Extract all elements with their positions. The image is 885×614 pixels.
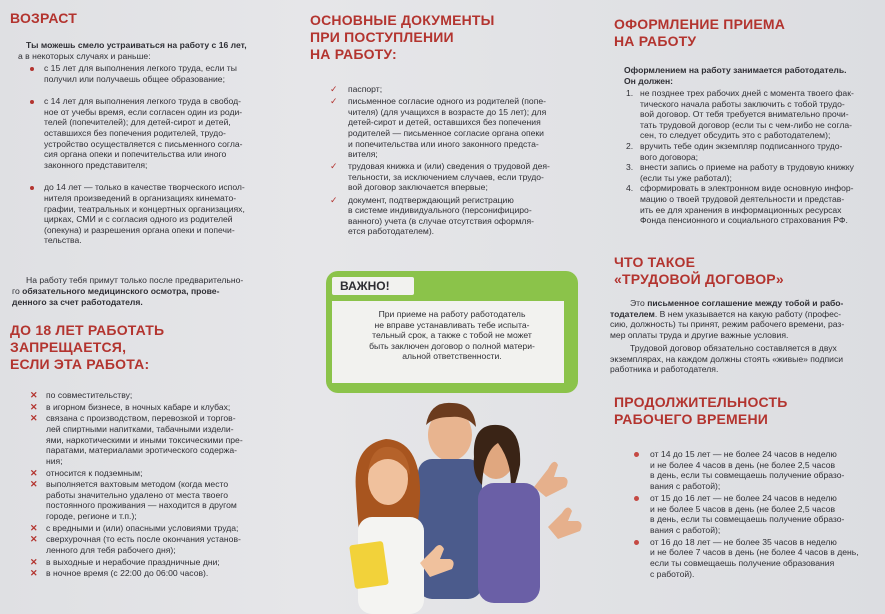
forbidden-title: ДО 18 ЛЕТ РАБОТАТЬ ЗАПРЕЩАЕТСЯ, ЕСЛИ ЭТА РАБОТА:: [10, 322, 165, 372]
important-line: тельный срок, а также с тобой не может: [372, 330, 532, 341]
contract-line: мер оплаты труда и другие важные условия.: [610, 329, 789, 340]
medical-line-1: На работу тебя примут только после предварительно-: [26, 275, 244, 285]
hours-item-line: от 15 до 16 лет — не более 24 часов в неделю: [650, 492, 837, 503]
cross-icon: ✕: [30, 413, 38, 424]
hiring-item-line: тического начала работы заключить с тобой трудо-: [640, 98, 845, 109]
forbidden-item-line: связана с производством, перевозкой и торгов-: [46, 413, 236, 424]
forbidden-item-line: постоянного проживания — находится в другом: [46, 500, 237, 511]
document-item-line: тельности, за исключением случаев, если трудо-: [348, 171, 544, 182]
hiring-item-line: вой договор. От тебя требуется внимательно прочи-: [640, 109, 849, 120]
hours-item-line: с работой).: [650, 568, 695, 579]
important-title: ВАЖНО!: [340, 279, 390, 293]
document-item-line: в системе индивидуального (персонифициро-: [348, 205, 532, 216]
hours-item-line: от 16 до 18 лет — не более 35 часов в неделю: [650, 536, 837, 547]
forbidden-item-line: в игорном бизнесе, в ночных кабаре и клубах;: [46, 401, 231, 412]
forbidden-item-line: ленного для тебя рабочего дня);: [46, 545, 176, 555]
document-item-line: ванного) учета (в случае отсутствия оформля-: [348, 215, 534, 226]
forbidden-item-line: в выходные и нерабочие праздничные дни;: [46, 556, 220, 567]
hiring-item-number: 2.: [626, 141, 634, 151]
contract-line: экземплярах, на каждом должны стоять «живые» подписи: [610, 353, 844, 364]
contract-line: Это письменное соглашение между тобой и рабо-: [630, 298, 844, 308]
forbidden-item-line: по совместительству;: [46, 390, 133, 400]
contract-line: тодателем. В нем указывается на какую работу (профес-: [610, 308, 842, 319]
document-item-line: документ, подтверждающий регистрацию: [348, 194, 514, 205]
hiring-item-line: мацию о твоей трудовой деятельности и представ-: [640, 194, 845, 204]
age-item-line: телей (попечителей); для детей-сирот и детей,: [44, 117, 231, 128]
cross-icon: ✕: [30, 568, 38, 579]
hiring-item-number: 3.: [626, 162, 634, 173]
hiring-item-line: вого договора;: [640, 151, 699, 162]
document-item-line: чителя) (для учащихся в возрасте до 15 лет); для: [348, 106, 547, 117]
important-line: быть заключен договор о полной матери-: [369, 340, 535, 351]
document-item-line: ется работодателем).: [348, 226, 435, 237]
hiring-item-line: Фонда пенсионного и социального страхования РФ.: [640, 215, 848, 226]
hours-item-line: в день, если ты совмещаешь получение образо-: [650, 470, 845, 481]
hiring-item-line: сформировать в электронном виде основную инфор-: [640, 183, 854, 194]
cross-icon: ✕: [30, 522, 38, 533]
forbidden-item-line: относится к подземным;: [46, 467, 143, 478]
forbidden-item-line: работы значительно удалено от места твоего: [46, 489, 228, 500]
document-item-line: родителей — письменное согласие органа опеки: [348, 127, 544, 138]
age-item-line: тельства.: [44, 235, 82, 246]
hours-title: ПРОДОЛЖИТЕЛЬНОСТЬ РАБОЧЕГО ВРЕМЕНИ: [614, 394, 788, 427]
check-icon: ✓: [330, 194, 338, 205]
medical-line-3: денного за счет работодателя.: [12, 297, 143, 307]
hiring-lead-2: Он должен:: [624, 76, 674, 86]
forbidden-item-line: лей спиртными напитками, табачными издели-: [46, 424, 234, 434]
hours-item-line: в день, если ты совмещаешь получение образо-: [650, 514, 845, 525]
hiring-item-number: 1.: [626, 88, 634, 98]
age-item-line: получил или получаешь общее образование;: [44, 73, 225, 84]
age-item-line: с 15 лет для выполнения легкого труда, если ты: [44, 63, 237, 73]
documents-title: ОСНОВНЫЕ ДОКУМЕНТЫ ПРИ ПОСТУПЛЕНИИ НА РАБОТУ:: [310, 12, 495, 62]
medical-line-2: го обязательного медицинского осмотра, прове-: [12, 286, 220, 296]
cross-icon: ✕: [30, 467, 38, 478]
hiring-title: ОФОРМЛЕНИЕ ПРИЕМА НА РАБОТУ: [614, 16, 786, 49]
contract-line: сию, должность) ты принят, режим рабочего времени, раз-: [610, 319, 845, 330]
hiring-item-line: сен, то следует обсудить это с работодателем);: [640, 130, 831, 141]
hiring-item-line: вручить тебе один экземпляр подписанного трудо-: [640, 141, 843, 151]
document-item-line: детей-сирот и детей, оставшихся без попечения: [348, 117, 541, 128]
bullet-icon: [30, 186, 34, 190]
check-icon: ✓: [330, 84, 338, 94]
hiring-item-line: внести запись о приеме на работу в трудовую книжку: [640, 162, 854, 173]
forbidden-item-line: сверхурочная (то есть после окончания установ-: [46, 534, 241, 545]
bullet-icon: [634, 496, 639, 501]
forbidden-item-line: ями, наркотическими и иными токсическими пре-: [46, 434, 243, 445]
hours-item-line: и не более 5 часов в день (не более 2,5 часов: [650, 503, 836, 514]
important-line: При приеме на работу работодатель: [378, 309, 526, 319]
age-intro-1: Ты можешь смело устраиваться на работу с 16 лет,: [26, 40, 247, 50]
hiring-item-number: 4.: [626, 183, 634, 194]
bullet-icon: [634, 540, 639, 545]
important-line: альной ответственности.: [402, 351, 502, 362]
hiring-item-line: ить ее для хранения в информационных ресурсах: [640, 204, 842, 215]
age-item-line: графии, театральных и концертных организациях,: [44, 203, 245, 214]
hours-item-line: и не более 4 часов в день (не более 2,5 часов: [650, 459, 836, 470]
cross-icon: ✕: [30, 390, 38, 400]
teens-illustration: [338, 395, 592, 614]
age-item-line: сия органа опеки и попечительства или иного: [44, 149, 227, 160]
document-item-line: вой договор заключается впервые;: [348, 182, 488, 193]
age-item-line: (опекуна) и разрешения органа опеки и попечи-: [44, 224, 235, 235]
cross-icon: ✕: [30, 479, 38, 490]
cross-icon: ✕: [30, 401, 38, 412]
check-icon: ✓: [330, 161, 338, 172]
forbidden-item-line: городе, регионе и т.п.);: [46, 511, 137, 521]
age-item-line: оставшихся без попечения родителей, трудо-: [44, 128, 226, 138]
age-item-line: цирках, СМИ и с согласия одного из родителей: [44, 214, 233, 225]
document-item-line: паспорт;: [348, 84, 383, 94]
hours-item-line: если ты совмещаешь получение образования: [650, 558, 835, 568]
age-item-line: до 14 лет — только в качестве творческого испол-: [44, 182, 245, 193]
age-item-line: с 14 лет для выполнения легкого труда в свобод-: [44, 96, 242, 107]
hours-item-line: от 14 до 15 лет — не более 24 часов в неделю: [650, 449, 837, 459]
bullet-icon: [30, 67, 34, 71]
contract-title: ЧТО ТАКОЕ «ТРУДОВОЙ ДОГОВОР»: [614, 254, 784, 287]
check-icon: ✓: [330, 96, 338, 107]
forbidden-item-line: ния;: [46, 455, 63, 466]
document-item-line: вителя;: [348, 149, 378, 160]
hiring-item-line: (если ты уже работал);: [640, 172, 732, 183]
contract-line: работника и работодателя.: [610, 364, 719, 375]
age-item-line: ное от учебы время, если согласен один из роди-: [44, 106, 243, 117]
hiring-lead-1: Оформлением на работу занимается работодатель.: [624, 65, 847, 75]
contract-line: Трудовой договор обязательно составляется в двух: [630, 343, 837, 353]
forbidden-item-line: паратами, материалами эротического содержа-: [46, 445, 238, 456]
hiring-item-line: не позднее трех рабочих дней с момента твоего фак-: [640, 88, 854, 98]
document-item-line: и попечительства или иного законного предста-: [348, 138, 539, 149]
hours-item-line: вания с работой);: [650, 480, 721, 491]
hours-item-line: и не более 7 часов в день (не более 4 часов в день,: [650, 547, 859, 558]
forbidden-item-line: в ночное время (с 22:00 до 06:00 часов).: [46, 568, 209, 579]
cross-icon: ✕: [30, 556, 38, 567]
cross-icon: ✕: [30, 534, 38, 545]
hiring-item-line: тать трудовой договор (если ты с чем-либо не согла-: [640, 119, 852, 130]
important-line: не вправе устанавливать тебе испыта-: [374, 319, 530, 330]
forbidden-item-line: выполняется вахтовым методом (когда место: [46, 479, 229, 490]
age-item-line: устройство осуществляется с письменного согла-: [44, 138, 243, 149]
age-item-line: нителя произведений в организациях кинемато-: [44, 193, 237, 203]
document-item-line: письменное согласие одного из родителей (попе-: [348, 96, 546, 107]
important-box: [326, 271, 578, 393]
age-item-line: законного представителя;: [44, 159, 148, 170]
forbidden-item-line: с вредными и (или) опасными условиями труда;: [46, 522, 239, 533]
bullet-icon: [634, 452, 639, 457]
age-title: ВОЗРАСТ: [10, 10, 78, 26]
hours-item-line: вания с работой);: [650, 524, 721, 535]
document-item-line: трудовая книжка и (или) сведения о трудовой дея-: [348, 161, 550, 172]
bullet-icon: [30, 100, 34, 104]
age-intro-2: а в некоторых случаях и раньше:: [18, 51, 151, 61]
